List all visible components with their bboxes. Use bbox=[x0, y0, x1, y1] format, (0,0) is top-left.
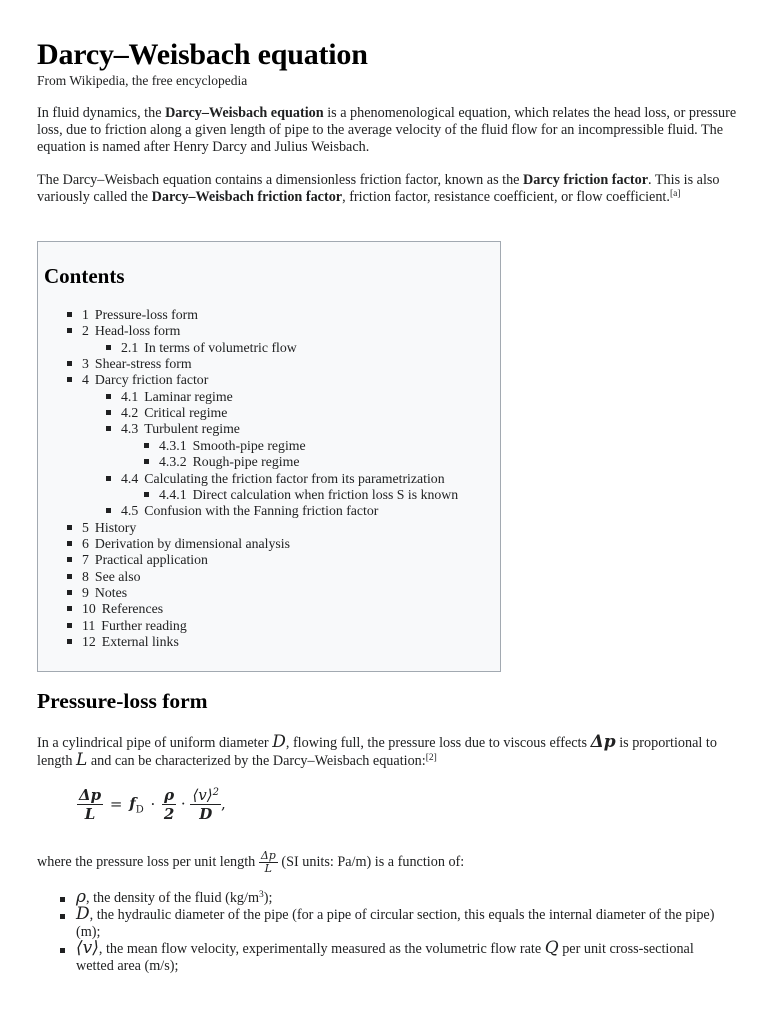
toc-bullet bbox=[106, 508, 111, 513]
toc-item-3[interactable] bbox=[67, 356, 192, 372]
toc-label[interactable]: Further reading bbox=[101, 617, 187, 633]
toc-label[interactable]: Direct calculation when friction loss S is known bbox=[192, 486, 459, 502]
toc-item-4-1[interactable] bbox=[106, 389, 233, 405]
toc-label[interactable]: Critical regime bbox=[144, 405, 228, 421]
toc-bullet bbox=[144, 492, 149, 497]
bullet-marker bbox=[60, 914, 65, 919]
page-title: Darcy–Weisbach equation bbox=[37, 38, 368, 71]
toc-item-4-2[interactable] bbox=[106, 405, 227, 421]
section-heading-pressure-loss: Pressure-loss form bbox=[37, 689, 208, 713]
toc-number: 1 bbox=[82, 307, 89, 322]
toc-item-2[interactable] bbox=[67, 323, 180, 339]
toc-item-4-3[interactable] bbox=[106, 421, 240, 437]
toc-label[interactable]: Smooth-pipe regime bbox=[192, 437, 306, 453]
toc-number: 3 bbox=[82, 356, 89, 372]
toc-item-12[interactable] bbox=[67, 634, 179, 650]
toc-number: 4.4.1 bbox=[159, 486, 187, 502]
toc-label[interactable]: Turbulent regime bbox=[144, 421, 240, 437]
toc-item-10[interactable] bbox=[67, 601, 163, 617]
toc-bullet bbox=[106, 476, 111, 481]
toc-label[interactable]: History bbox=[94, 519, 137, 535]
toc-item-8[interactable] bbox=[67, 569, 141, 585]
toc-bullet bbox=[106, 410, 111, 415]
toc-bullet bbox=[67, 361, 72, 366]
footnote-2-link[interactable]: [2] bbox=[425, 753, 437, 763]
toc-item-4-3-1[interactable] bbox=[144, 438, 306, 454]
toc-bullet bbox=[67, 312, 72, 317]
intro-paragraph-2: The Darcy–Weisbach equation contains a dimensionless friction factor, known as the Darcy friction factor. This is also variously called the Darcy–Weisbach friction factor, friction factor, resistance coefficient, or flow coefficient.[a] bbox=[37, 172, 720, 205]
toc-bullet bbox=[144, 443, 149, 448]
toc-number: 12 bbox=[82, 634, 96, 649]
toc-bullet bbox=[67, 328, 72, 333]
toc-number: 2 bbox=[82, 323, 89, 339]
toc-bullet bbox=[144, 459, 149, 464]
toc-label[interactable]: Pressure-loss form bbox=[94, 307, 198, 322]
toc-label[interactable]: Head-loss form bbox=[94, 323, 181, 339]
toc-label[interactable]: In terms of volumetric flow bbox=[144, 339, 297, 355]
toc-label[interactable]: Notes bbox=[94, 584, 128, 600]
toc-number: 4.3.2 bbox=[159, 454, 187, 470]
toc-label[interactable]: Rough-pipe regime bbox=[192, 454, 300, 470]
toc-bullet bbox=[67, 623, 72, 628]
list-item: D, the hydraulic diameter of the pipe (for a pipe of circular section, this equals the internal diameter of the pipe) (m); bbox=[76, 904, 715, 940]
list-item: ρ, the density of the fluid $(kg/m^3)$; bbox=[76, 887, 273, 907]
toc-item-7[interactable] bbox=[67, 552, 208, 568]
toc-label[interactable]: Derivation by dimensional analysis bbox=[94, 535, 290, 551]
toc-item-9[interactable] bbox=[67, 585, 127, 601]
table-of-contents bbox=[37, 241, 501, 672]
toc-number: 4.2 bbox=[121, 405, 139, 421]
toc-number: 7 bbox=[82, 552, 89, 568]
toc-number: 4.3 bbox=[121, 421, 139, 437]
toc-label[interactable]: Laminar regime bbox=[144, 388, 233, 404]
toc-item-4-3-2[interactable] bbox=[144, 454, 300, 470]
toc-number: 2.1 bbox=[121, 339, 139, 355]
toc-item-4-5[interactable] bbox=[106, 503, 378, 519]
toc-item-11[interactable] bbox=[67, 618, 187, 634]
bullet-marker bbox=[60, 948, 65, 953]
toc-bullet bbox=[67, 377, 72, 382]
toc-number: 6 bbox=[82, 535, 89, 551]
darcy-weisbach-formula: $\frac{\Delta p}{L}$ = $f_D$ · $\frac{\rho}{2}$ · $\frac{⟨v⟩^2}{D}$ , bbox=[79, 786, 226, 823]
bullet-marker bbox=[60, 897, 65, 902]
toc-bullet bbox=[67, 541, 72, 546]
toc-label[interactable]: Confusion with the Fanning friction factor bbox=[144, 503, 379, 519]
toc-item-1[interactable] bbox=[67, 307, 198, 323]
toc-number: 4 bbox=[82, 372, 89, 388]
pressure-loss-paragraph: In a cylindrical pipe of uniform diameter D, flowing full, the pressure loss due to viscous effects Δp is proportional to length L and can be characterized by the Darcy–Weisbach equation:[2] bbox=[37, 732, 717, 770]
toc-label[interactable]: External links bbox=[101, 634, 179, 649]
toc-bullet bbox=[106, 426, 111, 431]
toc-label[interactable]: Shear-stress form bbox=[94, 356, 192, 372]
toc-item-4-4[interactable] bbox=[106, 471, 445, 487]
toc-item-4[interactable] bbox=[67, 372, 208, 388]
toc-number: 10 bbox=[82, 601, 96, 617]
toc-label[interactable]: References bbox=[101, 601, 164, 617]
footnote-a-link[interactable]: [a] bbox=[669, 189, 681, 199]
toc-item-6[interactable] bbox=[67, 536, 290, 552]
toc-number: 5 bbox=[82, 519, 89, 535]
where-paragraph: where the pressure loss per unit length $\frac{\Delta p}{L}$ (SI units: Pa/m) is a function of: bbox=[37, 849, 465, 875]
list-item: ⟨v⟩, the mean flow velocity, experimentally measured as the volumetric flow rate Q per unit cross-sectional wetted area (m/s); bbox=[76, 938, 694, 974]
toc-item-2-1[interactable] bbox=[106, 340, 297, 356]
term-darcy-weisbach: Darcy–Weisbach equation bbox=[165, 105, 324, 121]
toc-number: 4.3.1 bbox=[159, 437, 187, 453]
toc-label[interactable]: Practical application bbox=[94, 552, 208, 568]
toc-number: 9 bbox=[82, 584, 89, 600]
toc-label[interactable]: See also bbox=[94, 568, 141, 584]
toc-label[interactable]: Darcy friction factor bbox=[94, 372, 209, 388]
toc-bullet bbox=[67, 574, 72, 579]
intro-paragraph-1: In fluid dynamics, the Darcy–Weisbach equation is a phenomenological equation, which relates the head loss, or pressure loss, due to friction along a given length of pipe to the average velocity of the fluid flow for an incompressible fluid. The equation is named after Henry Darcy and Julius Weisbach. bbox=[37, 105, 737, 155]
toc-bullet bbox=[67, 606, 72, 611]
toc-number: 11 bbox=[82, 617, 96, 633]
toc-number: 4.4 bbox=[121, 470, 139, 486]
toc-title: Contents bbox=[44, 264, 125, 288]
toc-number: 8 bbox=[82, 568, 89, 584]
toc-label[interactable]: Calculating the friction factor from its parametrization bbox=[144, 470, 445, 486]
toc-bullet bbox=[106, 394, 111, 399]
toc-item-5[interactable] bbox=[67, 520, 136, 536]
toc-bullet bbox=[106, 345, 111, 350]
toc-bullet bbox=[67, 639, 72, 644]
toc-bullet bbox=[67, 525, 72, 530]
toc-number: 4.5 bbox=[121, 503, 139, 519]
toc-bullet bbox=[67, 590, 72, 595]
tagline: From Wikipedia, the free encyclopedia bbox=[37, 73, 248, 88]
toc-item-4-4-1[interactable] bbox=[144, 487, 458, 503]
toc-bullet bbox=[67, 557, 72, 562]
toc-number: 4.1 bbox=[121, 388, 139, 404]
